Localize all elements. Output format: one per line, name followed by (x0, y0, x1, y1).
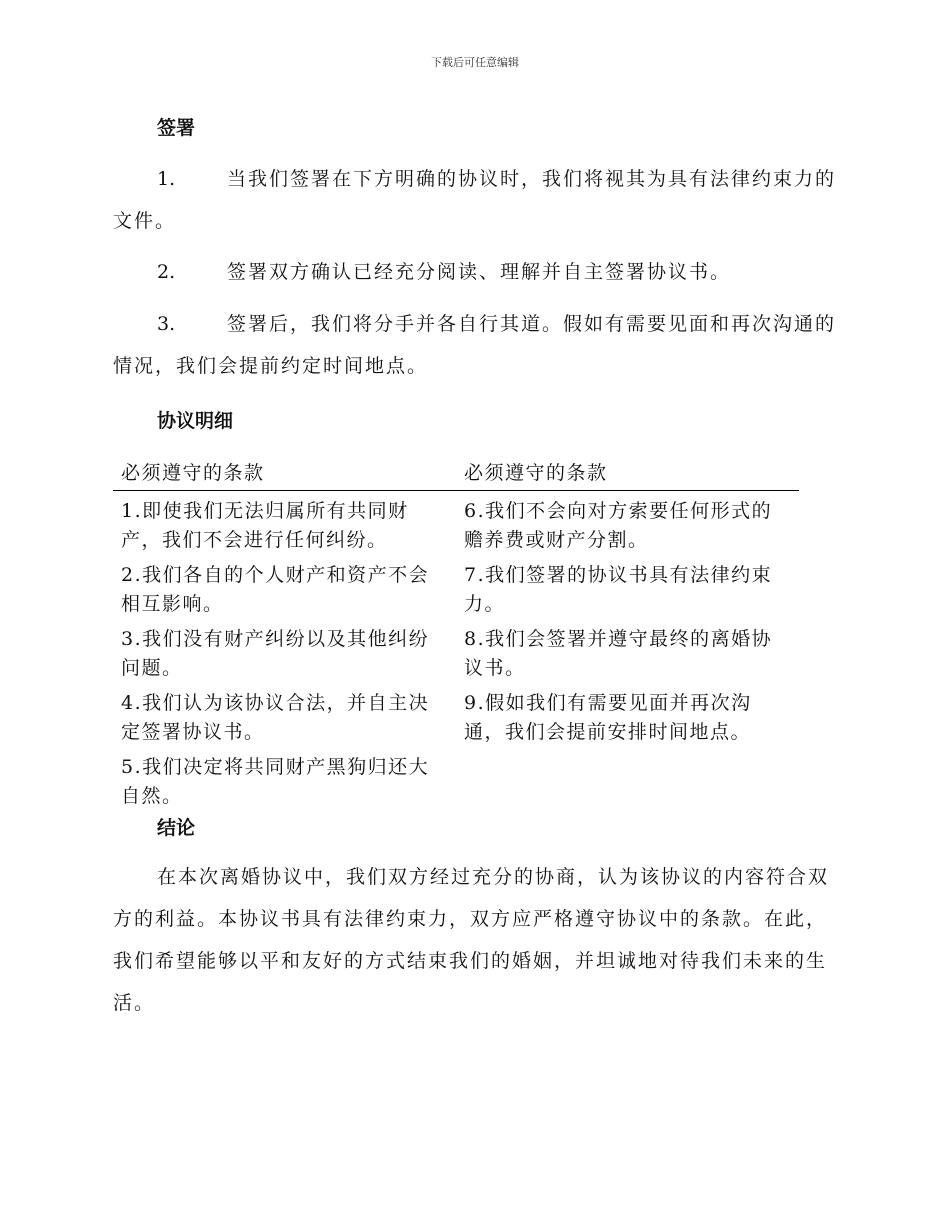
terms-table (113, 456, 799, 811)
item-text: 当我们签署在下方明确的协议时，我们将视其为具有法律约束力的文件。 (113, 168, 837, 232)
table-cell: 4.我们认为该协议合法，并自主决定签署协议书。 (121, 692, 430, 743)
table-cell (456, 747, 799, 811)
table-cell: 9.假如我们有需要见面并再次沟通，我们会提前安排时间地点。 (464, 692, 752, 743)
section-title-details: 协议明细 (157, 410, 234, 432)
column-header: 必须遵守的条款 (113, 456, 456, 491)
page-header: 下载后可任意编辑 (431, 56, 519, 69)
table-cell: 6.我们不会向对方索要任何形式的赡养费或财产分割。 (464, 500, 773, 551)
section-title-conclusion: 结论 (157, 817, 196, 839)
table-cell: 2.我们各自的个人财产和资产不会相互影响。 (121, 564, 430, 615)
table-row (113, 683, 799, 747)
signing-item-3 (113, 303, 837, 387)
item-text: 签署后，我们将分手并各自行其道。假如有需要见面和再次沟通的情况，我们会提前约定时间地点。 (113, 313, 837, 377)
item-number: 2. (157, 261, 176, 283)
conclusion-paragraph: 在本次离婚协议中，我们双方经过充分的协商，认为该协议的内容符合双方的利益。本协议书具有法律约束力，双方应严格遵守协议中的条款。在此，我们希望能够以平和友好的方式结束我们的婚姻，并坦诚地对待我们未来的生活。 (113, 866, 830, 1014)
table-row (113, 491, 799, 556)
table-cell: 1.即使我们无法归属所有共同财产，我们不会进行任何纠纷。 (121, 500, 409, 551)
column-header: 必须遵守的条款 (456, 456, 799, 491)
table-cell: 5.我们决定将共同财产黑狗归还大自然。 (121, 756, 430, 807)
item-number: 1. (157, 168, 176, 190)
section-title-signing: 签署 (157, 117, 196, 139)
item-number: 3. (157, 313, 176, 335)
table-cell: 3.我们没有财产纠纷以及其他纠纷问题。 (121, 628, 430, 679)
signing-item-1 (113, 158, 837, 242)
signing-item-2 (113, 251, 837, 293)
table-cell: 7.我们签署的协议书具有法律约束力。 (464, 564, 773, 615)
table-header-row (113, 456, 799, 491)
table-row (113, 619, 799, 683)
table-row (113, 555, 799, 619)
table-row (113, 747, 799, 811)
item-text: 签署双方确认已经充分阅读、理解并自主签署协议书。 (227, 261, 732, 283)
table-cell: 8.我们会签署并遵守最终的离婚协议书。 (464, 628, 773, 679)
